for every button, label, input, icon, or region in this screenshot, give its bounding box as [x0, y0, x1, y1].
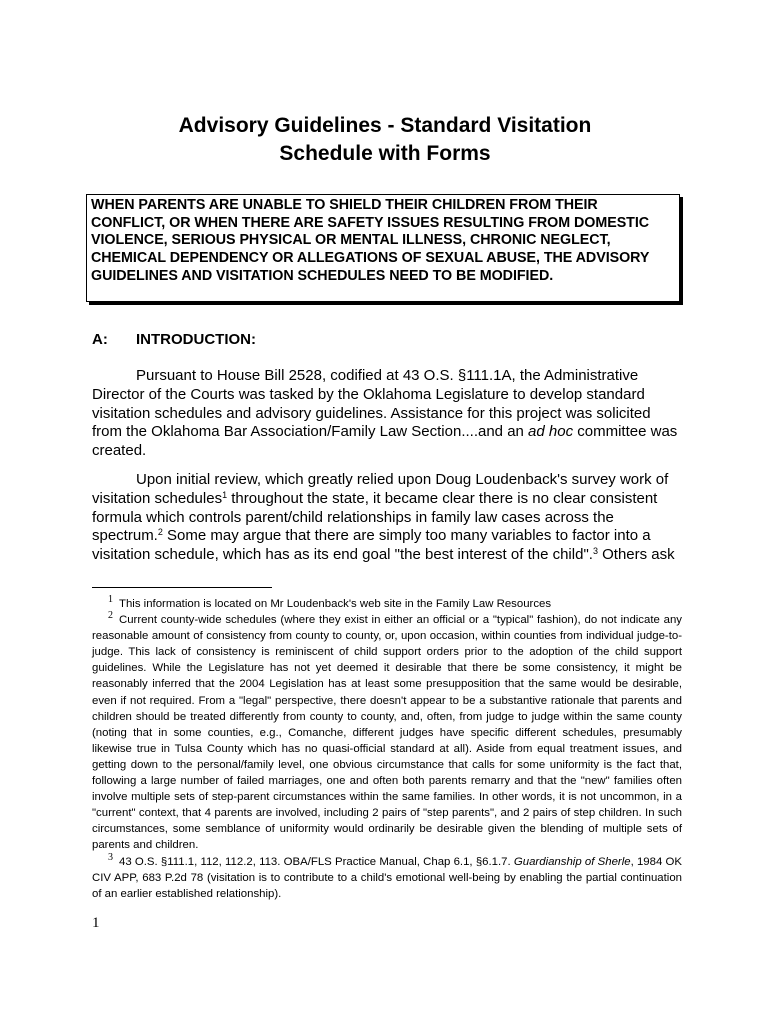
introduction-paragraph-1 — [92, 367, 682, 461]
footnote-ref-3[interactable]: 3 — [592, 546, 598, 557]
footnote-2: 2 Current county-wide schedules (where they exist in either an official or a "typical" fashion), do not indicate any reasonable amount of consistency from county to county, or, upon occasion, within counties from individual judge-to-judge. This lack of consistency is reminiscent of child support orders prior to the adoption of the child support guidelines. While the Legislature has not yet deemed it desirable that there be some consistency, it might be reasonably inferred that the 2004 Legislation has at least some presupposition that the same would be desirable, even if not required. From a "legal" perspective, there doesn't appear to be a substantive rationale that parents and children should be treated differently from county to county, and, often, from judge to judge within the same county (noting that in some counties, e.g., Comanche, different judges have specific different schedules, presumably likewise true in Tulsa County which has no quasi-official standard at all). Aside from equal treatment issues, and getting down to the personal/family level, one obvious circumstance that calls for some uniformity is the fact that, following a large number of failed marriages, one and often both parents remarry and that the "new" families often involve multiple sets of step-parent circumstances within the same families. In other words, it is not uncommon, in a "current" context, that 4 parents are involved, including 2 pairs of "step parents", and 2 pairs of step children. In such circumstances, some semblance of uniformity would ordinarily be desirable given the blending of multiple sets of parents and children. — [92, 610, 682, 852]
title-line-1: Advisory Guidelines - Standard Visitation — [178, 114, 592, 137]
paragraph-2-text-c: Some may argue that there are simply too many variables to factor into a visitation schedule, which has as its end goal "the best interest of the child". — [92, 527, 651, 564]
footnote-ref-2[interactable]: 2 — [157, 527, 163, 538]
paragraph-1-italic: ad hoc — [528, 423, 574, 441]
title-line-2: Schedule with Forms — [279, 142, 491, 165]
section-letter: A: — [92, 331, 108, 348]
footnote-3-case-name: Guardianship of Sherle — [513, 855, 631, 868]
footnote-1: 1 This information is located on Mr Loudenback's web site in the Family Law Resources — [108, 594, 552, 610]
footnotes-section — [92, 596, 682, 902]
warning-notice-text: WHEN PARENTS ARE UNABLE TO SHIELD THEIR CHILDREN FROM THEIR CONFLICT, OR WHEN THERE ARE SAFETY ISSUES RESULTING FROM DOMESTIC VIOLENCE, SERIOUS PHYSICAL OR MENTAL ILLNESS, CHRONIC NEGLECT, CHEMICAL DEPENDENCY OR ALLEGATIONS OF SEXUAL ABUSE, THE ADVISORY GUIDELINES AND VISITATION SCHEDULES NEED TO BE MODIFIED. — [91, 197, 650, 284]
paragraph-2-text-b: throughout the state, it became clear there is no clear consistent formula which controls parent/child relationships in family law cases across the spectrum. — [92, 489, 658, 545]
introduction-paragraph-2 — [92, 471, 682, 565]
footnote-3-text-a: 43 O.S. §111.1, 112, 112.2, 113. OBA/FLS Practice Manual, Chap 6.1, §6.1.7. — [119, 855, 514, 868]
footnote-separator — [92, 587, 272, 588]
section-heading — [92, 330, 256, 350]
document-title — [90, 112, 680, 168]
footnote-2-text: Current county-wide schedules (where they exist in either an official or a "typical" fashion), do not indicate any reasonable amount of consistency from county to county, or, upon occasion, within counties from individual judge-to-judge. This lack of consistency is reminiscent of child support orders prior to the adoption of the child support guidelines. While the Legislature has not yet deemed it desirable that there be some consistency, it might be reasonably inferred that the 2004 Legislation has at least some presupposition that the same would be desirable, even if not required. From a "legal" perspective, there doesn't appear to be a substantive rationale that parents and children should be treated differently from county to county, and, often, from judge to judge within the same county (noting that in some counties, e.g., Comanche, different judges have specific different schedules, presumably likewise true in Tulsa County which has no quasi-official standard at all). Aside from equal treatment issues, and getting down to the personal/family level, one obvious circumstance that calls for some uniformity is the fact that, following a large number of failed marriages, one and often both parents remarry and that the "new" families often involve multiple sets of step-parent circumstances within the same families. In other words, it is not uncommon, in a "current" context, that 4 parents are involved, including 2 pairs of "step parents", and 2 pairs of step children. In such circumstances, some semblance of uniformity would ordinarily be desirable given the blending of multiple sets of parents and children. — [92, 614, 682, 852]
footnote-ref-1[interactable]: 1 — [222, 489, 228, 500]
paragraph-1-text-b: committee was created. — [92, 423, 678, 460]
footnote-1-text: This information is located on Mr Loudenback's web site in the Family Law Resources — [119, 598, 552, 610]
page-number: 1 — [92, 915, 100, 931]
paragraph-1-text-a: Pursuant to House Bill 2528, codified at 43 O.S. §111.1A, the Administrative Director of the Courts was tasked by the Oklahoma Legislature to develop standard visitation schedules and advisory guidelines. Assistance for this project was solicited from the Oklahoma Bar Association/Family Law Section....and an — [92, 367, 651, 441]
footnote-3: 3 43 O.S. §111.1, 112, 112.2, 113. OBA/FLS Practice Manual, Chap 6.1, §6.1.7. Guardianship of Sherle, 1984 OK CIV APP, 683 P.2d 78 (visitation is to contribute to a child's emotional well-being by enabling the partial continuation of an earlier established relationship). — [92, 851, 682, 900]
footnote-3-text-b: , 1984 OK CIV APP, 683 P.2d 78 (visitation is to contribute to a child's emotional well-being by enabling the partial continuation of an earlier established relationship). — [92, 855, 682, 900]
paragraph-2-text-d: Others ask — [597, 546, 675, 564]
paragraph-2-text-a: Upon initial review, which greatly relied upon Doug Loudenback's survey work of visitation schedules — [92, 471, 669, 507]
warning-notice-box — [86, 194, 680, 302]
section-title: INTRODUCTION: — [136, 331, 256, 348]
